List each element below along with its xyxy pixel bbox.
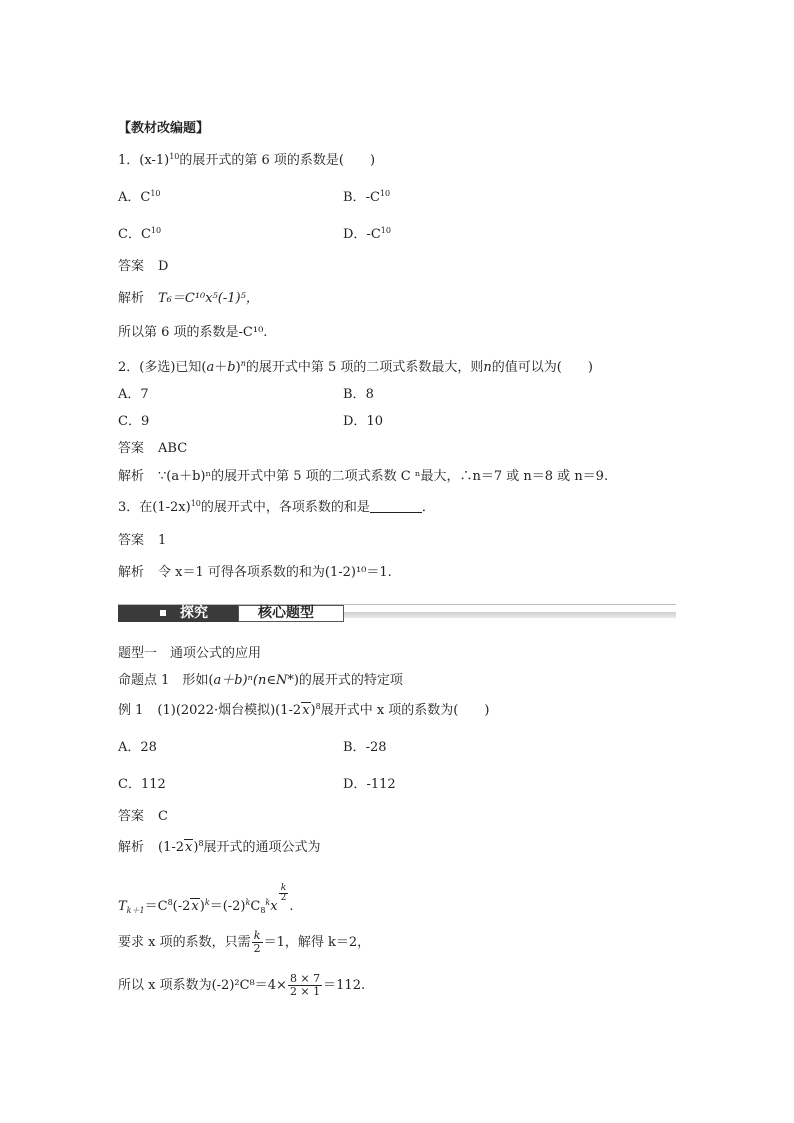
q1-analysis: 解析 T₆＝C¹⁰x⁵(-1)⁵， (118, 291, 259, 306)
ex1-option-b: B．-28 (343, 740, 387, 755)
type-title: 题型一 通项公式的应用 (118, 646, 262, 661)
section-banner (118, 604, 676, 624)
q2-answer: 答案 ABC (118, 441, 188, 456)
banner-rule (344, 612, 676, 618)
answer-blank[interactable] (370, 500, 422, 513)
ex1-final: 所以 x 项系数为(-2)²C⁸＝4× $\frac{8 \times 7}{2 \times 1}$ ＝112. (118, 972, 366, 998)
q1-option-c: C．$C^{10}$ (118, 226, 162, 242)
q1-answer: 答案 D (118, 259, 169, 274)
q3-analysis: 解析 令 x＝1 可得各项系数的和为(1-2)¹⁰＝1. (118, 565, 392, 580)
banner-left-label: 探究 (180, 605, 208, 621)
q2-option-c: C．9 (118, 414, 150, 429)
q2-option-d: D．10 (343, 414, 383, 429)
section-header: 【教材改编题】 (118, 121, 210, 136)
proposition-point: 命题点 1 形如(a＋b)ⁿ(n∈N*)的展开式的特定项 (118, 673, 403, 688)
banner-right-label: 核心题型 (258, 605, 314, 621)
banner-dark-block (118, 605, 238, 622)
ex1-answer: 答案 C (118, 809, 168, 824)
ex1-analysis: 解析 $(1-2x)^8$展开式的通项公式为 (118, 839, 321, 855)
q2-option-a: A．7 (118, 387, 149, 402)
ex1-option-d: D．-112 (343, 777, 396, 792)
question-2: 2．(多选)已知$(a+b)^n$的展开式中第 5 项的二项式系数最大，则n的值可以为( ) (118, 359, 593, 375)
ex1-option-c: C．112 (118, 777, 166, 792)
q1-conclusion: 所以第 6 项的系数是-C¹⁰. (118, 325, 268, 340)
question-1: 1．$(x-1)^{10}$的展开式的第 6 项的系数是( ) (118, 152, 376, 168)
ex1-general-term: $T_{k+1}=C^8(-2x)^k=(-2)^kC_8^kx$ $\frac{k}{2}$ . (118, 883, 294, 915)
q1-option-b: B．$-C^{10}$ (343, 189, 391, 205)
q1-option-a: A．$C^{10}$ (118, 189, 161, 205)
q3-answer: 答案 1 (118, 533, 167, 548)
q2-analysis: 解析 ∵(a＋b)ⁿ的展开式中第 5 项的二项式系数 C ⁿ最大，∴n＝7 或 n＝8 或 n＝9. (118, 469, 609, 484)
square-bullet-icon (160, 610, 166, 616)
question-3: 3．在$(1-2x)^{10}$的展开式中，各项系数的和是 ． (118, 499, 435, 515)
ex1-option-a: A．28 (118, 740, 157, 755)
example-1: 例 1 (1)(2022·烟台模拟)$(1-2x)^8$展开式中 x 项的系数为( ) (118, 702, 490, 718)
q2-option-b: B．8 (343, 387, 374, 402)
q1-option-d: D．$-C^{10}$ (343, 226, 391, 242)
ex1-requirement: 要求 x 项的系数，只需 $\frac{k}{2}$ ＝1，解得 k＝2， (118, 929, 371, 955)
